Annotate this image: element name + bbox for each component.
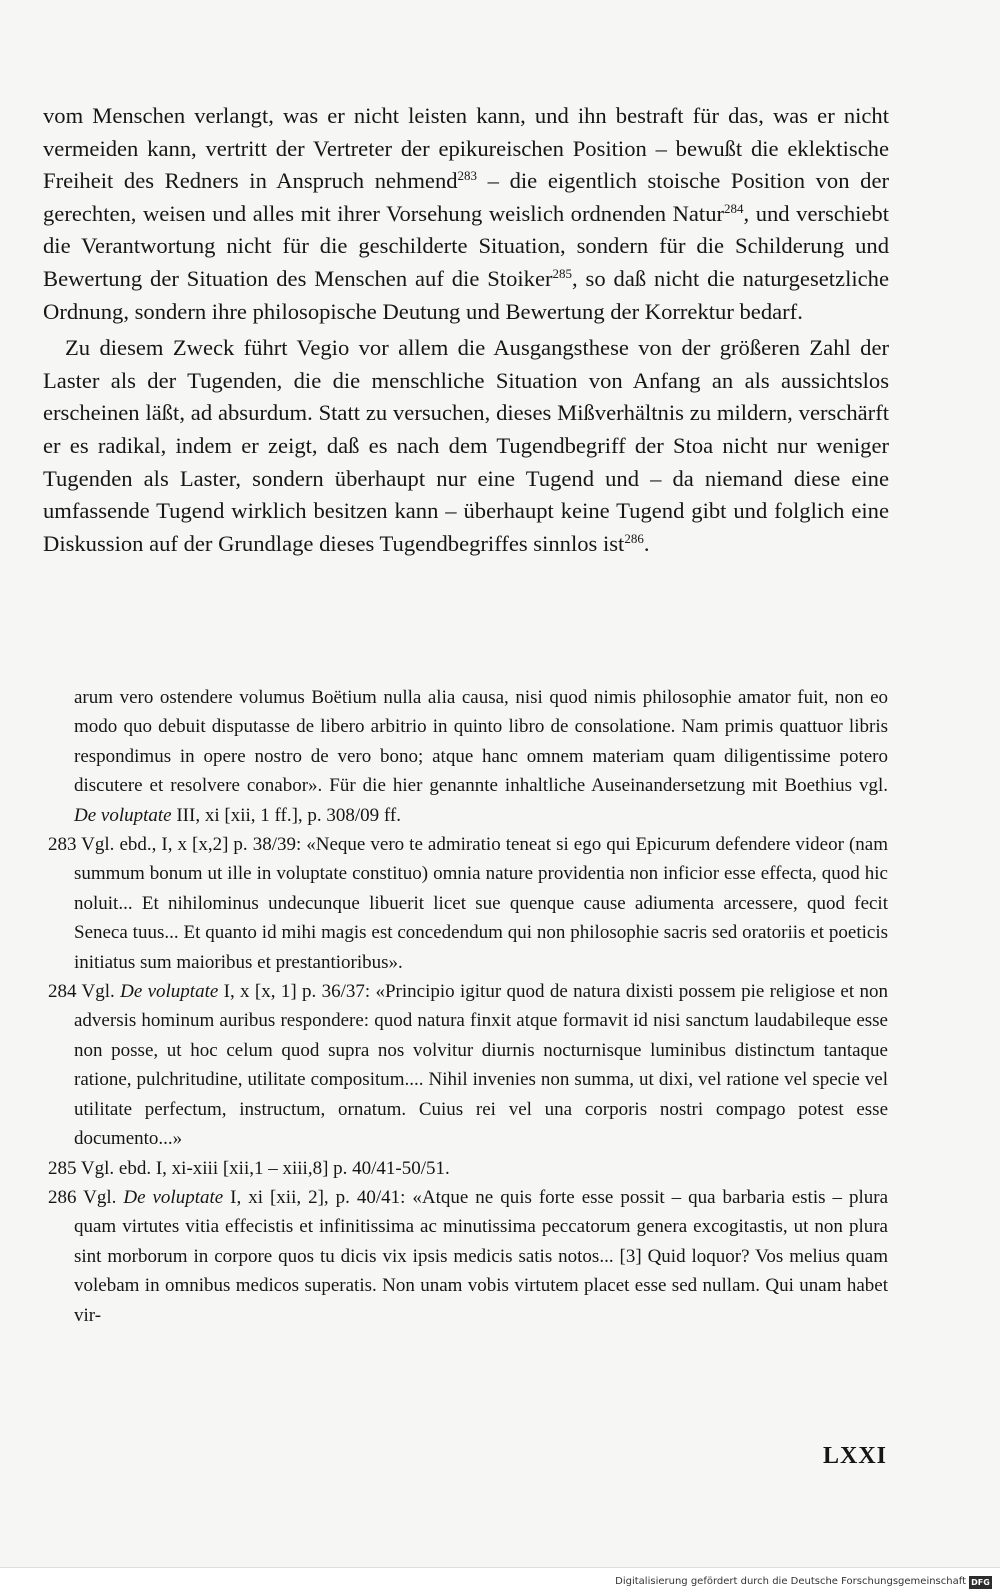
footnote-number: 284 xyxy=(48,981,77,1003)
footnote-286 xyxy=(48,1183,888,1330)
page-number: LXXI xyxy=(822,1443,887,1469)
footnote-283 xyxy=(48,830,888,977)
footnote-continuation xyxy=(48,683,888,830)
text-run: – die eigentlich stoische Position von der gerechten, weisen und alles mit ihrer Vorsehung weislich ordnenden Natur xyxy=(43,168,889,226)
text-run: I, x [x, 1] p. 36/37: «Principio igitur quod de natura dixisti possem pie religiose et non adversis hominum auribus respondere: quod natura finxit atque formavit id nisi sanctum laudabileque esse non posse, ut hoc celum quod supra nos volvitur diurnis nocturnisque luminibus distinctum tantaque ratione, pulchritudine, utilitate compositum.... Nihil invenies non summa, ut dixi, vel ratione vel specie vel utilitate perfectum, instructum, ornatum. Cuius rei vel una corporis nostri compago potest esse documento...» xyxy=(74,981,888,1150)
footnote-ref-284[interactable]: 284 xyxy=(724,200,744,216)
footnote-number: 285 xyxy=(48,1157,77,1179)
text-run: Vgl. xyxy=(76,981,121,1003)
main-paragraph-2 xyxy=(43,332,889,560)
main-text xyxy=(43,100,889,560)
footnote-ref-283[interactable]: 283 xyxy=(457,168,478,184)
text-run: vom Menschen verlangt, was er nicht leisten kann, und ihn bestraft für das, was er nicht vermeiden kann, vertritt der Vertreter der epikureischen Position – bewußt die eklektische Freiheit des Redners in Anspruch nehmend xyxy=(43,103,889,194)
work-title: De voluptate xyxy=(123,1186,224,1208)
footnote-number: 283 xyxy=(48,834,77,856)
work-title: De voluptate xyxy=(74,804,172,826)
footnote-284 xyxy=(48,977,888,1153)
text-run: , so daß nicht die naturgesetzliche Ordnung, sondern ihre philosopische Deutung und Bewertung der Korrektur bedarf. xyxy=(43,265,889,324)
main-paragraph-1 xyxy=(43,100,889,328)
footnote-ref-286[interactable]: 286 xyxy=(624,530,644,546)
footnote-ref-285[interactable]: 285 xyxy=(552,265,573,281)
text-run: . xyxy=(643,530,650,556)
footnote-285 xyxy=(48,1154,888,1183)
text-run: Zu diesem Zweck führt Vegio vor allem die Ausgangsthese von der größeren Zahl der Laster als der Tugenden, die die menschliche Situation von Anfang an als aussichtslos erscheinen läßt, ad absurdum. Statt zu versuchen, dieses Mißverhältnis zu mildern, verschärft er es radikal, indem er zeigt, daß es nach dem Tugendbegriff der Stoa nicht nur weniger Tugenden als Laster, sondern überhaupt nur eine Tugend und – da niemand diese eine umfassende Tugend wirklich besitzen kann – überhaupt keine Tugend gibt und folglich eine Diskussion auf der Grundlage dieses Tugendbegriffes sinnlos ist xyxy=(43,335,889,556)
text-run: , und verschiebt die Verantwortung nicht für die geschilderte Situation, sondern für die Schilderung und Bewertung der Situation des Menschen auf die Stoiker xyxy=(43,200,889,291)
footer-bar xyxy=(0,1567,1000,1596)
text-run: Vgl. ebd., I, x [x,2] p. 38/39: «Neque vero te admiratio teneat si ego qui Epicurum defendere videor (nam summum bonum ut ille in voluptate constituo) omnia nature providentia non inficior esse effecta, quod hic noluit... Et nihilominus undecunque libuerit licet sue quenque cause adiumenta arcessere, quod fecit Seneca tuus... Et quanto id mihi magis est concedendum qui non philosophie sacris sed oratoriis et poeticis initiatus sum maioribus et prestantioribus». xyxy=(74,834,888,973)
text-run: III, xi [xii, 1 ff.], p. 308/09 ff. xyxy=(171,804,401,826)
text-run: Vgl. xyxy=(76,1186,124,1208)
footnote-number: 286 xyxy=(48,1186,77,1208)
text-run: I, xi [xii, 2], p. 40/41: «Atque ne quis forte esse possit – qua barbaria estis – plura quam virtutes vitia effecistis et infinitissima ac minutissima peccatorum genera excogitastis, ut non plura sint morborum in corpore quos tu dicis vix ipsis medicis satis notos... [3] Quid loquor? Vos melius quam volebam in omnibus medicos superatis. Non unam vobis virtutem placet esse sed nullam. Qui unam habet vir- xyxy=(74,1186,888,1326)
work-title: De voluptate xyxy=(120,981,219,1003)
text-run: arum vero ostendere volumus Boëtium nulla alia causa, nisi quod nimis philosophie amator fuit, non eo modo quo debuit disputasse de libero arbitrio in quinto libro de consolatione. Nam primis quattuor libris respondimus in opere nostro de vero bono; atque hanc omnem materiam quam diligentissime potero discutere et resolvere conabor». Für die hier genannte inhaltliche Auseinandersetzung mit Boethius vgl. xyxy=(74,687,888,797)
text-run: Vgl. ebd. I, xi-xiii [xii,1 – xiii,8] p. 40/41-50/51. xyxy=(76,1157,450,1179)
funding-credit: Digitalisierung gefördert durch die Deutsche Forschungsgemeinschaft xyxy=(615,1576,966,1587)
dfg-logo-icon: DFG xyxy=(969,1576,992,1589)
footnotes xyxy=(48,683,888,1330)
